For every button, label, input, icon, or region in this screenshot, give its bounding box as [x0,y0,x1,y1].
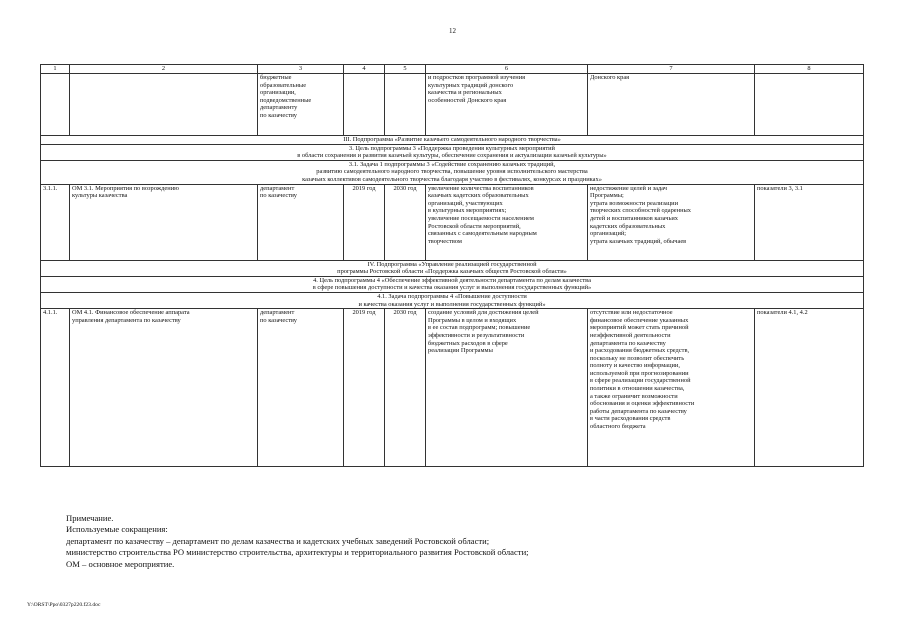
section-row [41,276,864,292]
column-header: 7 [588,65,755,74]
consequences-cell: Донского края [588,74,755,136]
end-year: 2030 год [385,309,426,467]
table-row [41,309,864,467]
section-row [41,160,864,184]
note-line: департамент по казачеству – департамент по делам казачества и кадетских учебных заведений Ростовской области; [66,535,490,546]
executor-cell: департамент по казачеству [258,184,344,260]
column-header: 8 [755,65,864,74]
notes-title: Примечание. [66,513,114,523]
subprogram-4-goal: 4. Цель подпрограммы 4 «Обеспечение эффективной деятельности департамента по делам казачества в сфере повышения доступности и качества оказания услуг и выполнения государственных функций» [41,276,864,292]
notes-subtitle: Используемые сокращения: [66,524,168,535]
result-cell: создание условий для достижения целей Программы в целом и входящих в ее состав подпрограмм; повышение эффективности и результативности бюджетных расходов в сфере реализации Программы [426,309,588,467]
header-row [41,65,864,74]
column-header: 1 [41,65,70,74]
section-row [41,144,864,160]
column-header: 5 [385,65,426,74]
page-number: 12 [449,27,456,35]
subprogram-3-task: 3.1. Задача 1 подпрограммы 3 «Содействие сохранению казачьих традиций, развитию самодеятельного народного творчества, повышение уровня исполнительского мастерства казачьих коллективов самодеятельного творчества благодаря участию в фестивалях, конкурсах и праздниках» [41,160,864,184]
subprogram-4-title: IV. Подпрограмма «Управление реализацией государственной программы Ростовской области «Поддержка казачьих обществ Ростовской области» [41,260,864,276]
column-header: 6 [426,65,588,74]
start-year: 2019 год [344,309,385,467]
activity-name: ОМ 3.1. Мероприятия по возрождению культуры казачества [70,184,258,260]
note-line: министерство строительства РО министерство строительства, архитектуры и территориального развития Ростовской области; [66,547,529,558]
result-cell: увеличение количества воспитанников казачьих кадетских образовательных организаций, участвующих в культурных мероприятиях; увеличение посещаемости населением Ростовской области мероприятий, связанных с самодеятельным народным творчеством [426,184,588,260]
executor-cell: бюджетные образовательные организации, подведомственные департаменту по казачеству [258,74,344,136]
column-header: 3 [258,65,344,74]
file-path-footer: Y:\ORST\Ppo\0327p220.f23.doc [27,602,101,608]
start-year: 2019 год [344,184,385,260]
indicators-cell: показатели 4.1, 4.2 [755,309,864,467]
executor-cell: департамент по казачеству [258,309,344,467]
row-number: 3.1.1. [41,184,70,260]
activity-name: ОМ 4.1. Финансовое обеспечение аппарата управления департамента по казачеству [70,309,258,467]
subprogram-3-title: III. Подпрограмма «Развитие казачьего самодеятельного народного творчества» [41,136,864,145]
section-row [41,292,864,308]
column-header: 4 [344,65,385,74]
subprogram-3-goal: 3. Цель подпрограммы 3 «Поддержка проведения культурных мероприятий в области сохранения и развития казачьей культуры, обеспечение сохранения и актуализации казачьей культуры» [41,144,864,160]
row-number: 4.1.1. [41,309,70,467]
end-year: 2030 год [385,184,426,260]
notes-block [66,513,529,570]
result-cell: и подростков программой изучения культурных традиций донского казачества и региональных особенностей Донского края [426,74,588,136]
activities-table [40,64,864,467]
section-row [41,260,864,276]
note-line: ОМ – основное мероприятие. [66,558,175,569]
indicators-cell: показатели 3, 3.1 [755,184,864,260]
table-row [41,74,864,136]
table-row [41,184,864,260]
section-row [41,136,864,145]
subprogram-4-task: 4.1. Задача подпрограммы 4 «Повышение доступности и качества оказания услуг и выполнения государственных функций» [41,292,864,308]
column-header: 2 [70,65,258,74]
consequences-cell: отсутствие или недостаточное финансовое обеспечение указанных мероприятий может стать причиной неэффективной деятельности департамента по казачеству и расходования бюджетных средств, поскольку не позволит обеспечить полноту и качество информации, используемой при прогнозировании в сфере реализации государственной политики в отношении казачества, а также ограничит возможности обоснования и оценки эффективности работы департамента по казачеству в части расходования средств областного бюджета [588,309,755,467]
consequences-cell: недостижение целей и задач Программы; утрата возможности реализации творческих способностей одаренных детей и воспитанников казачьих кадетских образовательных организаций; утрата казачьих традиций, обычаев [588,184,755,260]
